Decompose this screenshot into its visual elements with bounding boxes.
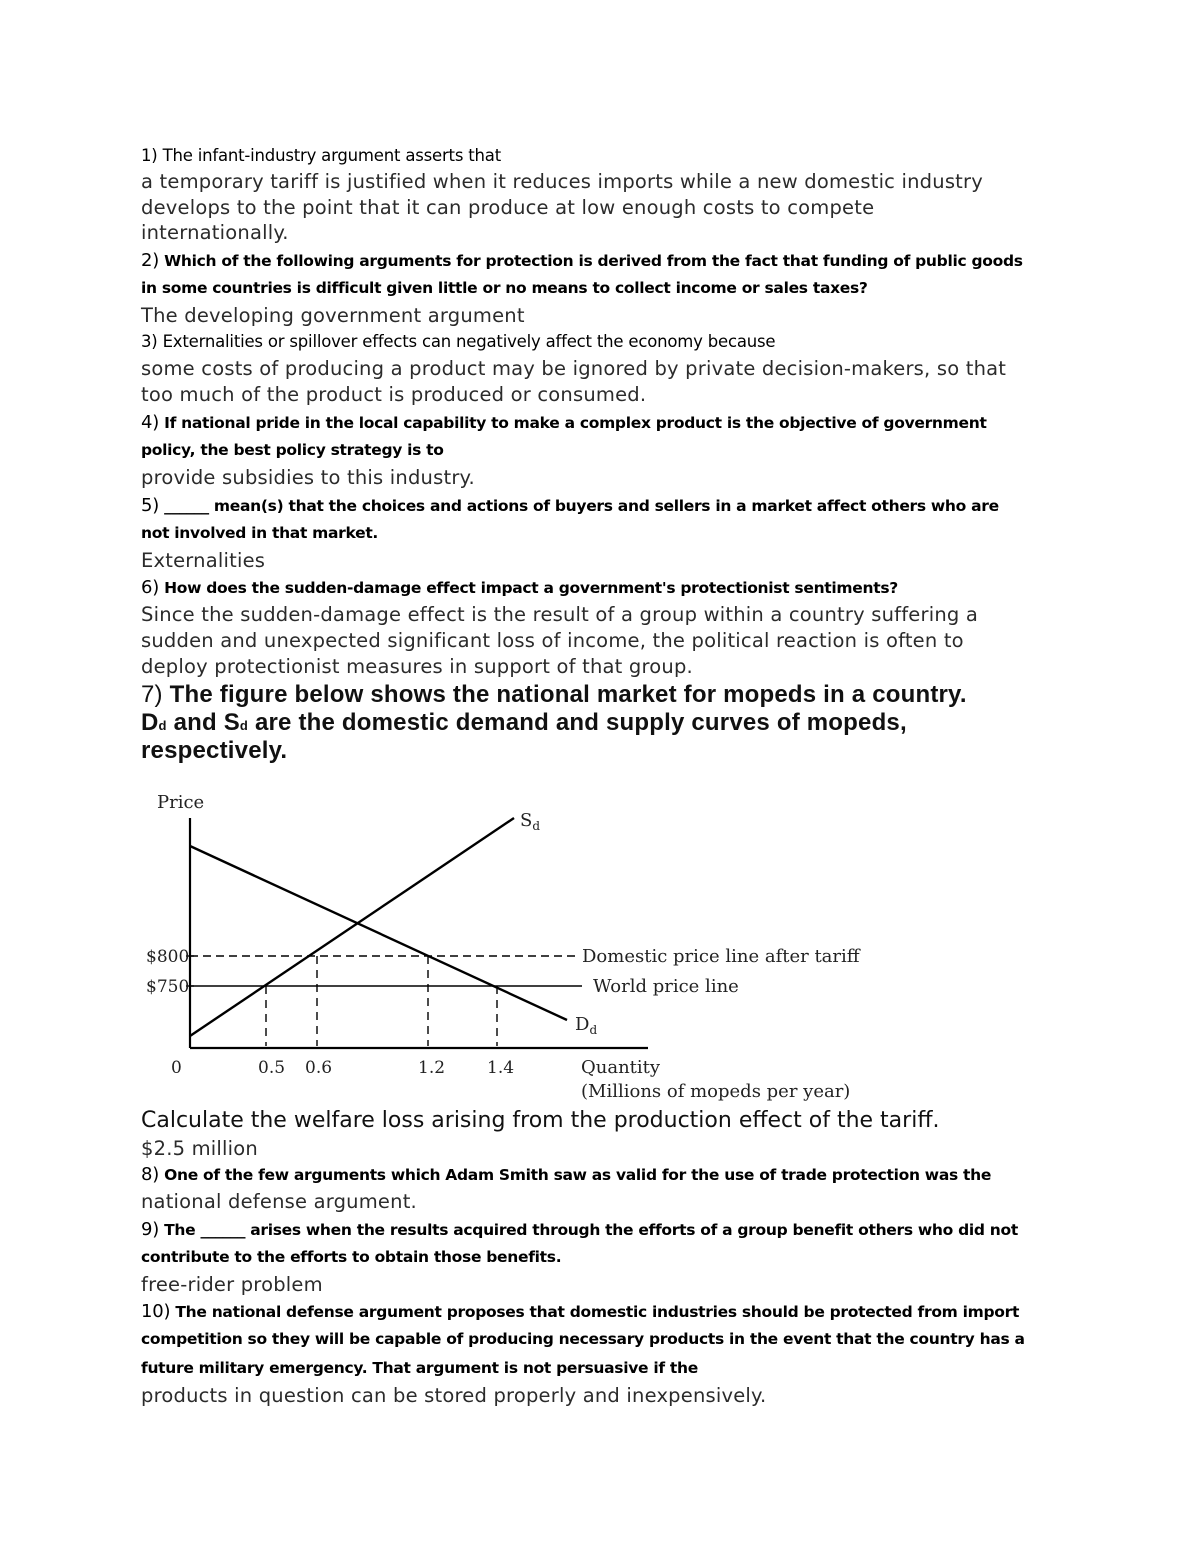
q7-question: Calculate the welfare loss arising from the production effect of the tariff.: [141, 1108, 940, 1133]
q4-number: 4): [141, 412, 160, 433]
q8-prompt-text: One of the few arguments which Adam Smith saw as valid for the use of trade protection was the: [164, 1166, 992, 1184]
q2-prompt-line: [141, 252, 1023, 270]
q10-prompt-line: competition so they will be capable of producing necessary products in the event that the country has a: [141, 1330, 1025, 1348]
demand-label: $D_d$: [575, 1014, 598, 1037]
q6-prompt-text: How does the sudden-damage effect impact a government's protectionist sentiments?: [164, 579, 898, 597]
q5-prompt-line: not involved in that market.: [141, 524, 379, 542]
q6-answer-line: deploy protectionist measures in support of that group.: [141, 655, 693, 678]
x-axis-unit: (Millions of mopeds per year): [581, 1081, 851, 1102]
x-tick-label: 0.6: [305, 1058, 333, 1078]
q4-answer: provide subsidies to this industry.: [141, 466, 475, 489]
q9-answer: free-rider problem: [141, 1273, 323, 1296]
y-tick-label: $800: [146, 947, 190, 967]
q6-answer-line: sudden and unexpected significant loss of income, the political reaction is often to: [141, 629, 964, 652]
demand-curve: [190, 846, 567, 1020]
q7-number: 7): [141, 681, 163, 708]
price-line-label: World price line: [593, 976, 739, 997]
q1-answer-line: internationally.: [141, 221, 289, 244]
q7-and-s: and S: [166, 709, 240, 736]
q4-prompt-line: [141, 414, 987, 432]
q7-answer: $2.5 million: [141, 1137, 258, 1160]
q8-prompt-line: [141, 1166, 991, 1184]
q7-s-subscript: d: [239, 718, 249, 733]
q3-answer-line: too much of the product is produced or consumed.: [141, 383, 647, 406]
x-tick-label: 1.2: [418, 1058, 446, 1078]
q2-prompt-text: Which of the following arguments for protection is derived from the fact that funding of public goods: [164, 252, 1023, 270]
q1-prompt: 1) The infant-industry argument asserts that: [141, 146, 501, 165]
q5-prompt-line: [141, 497, 999, 515]
q7-d-subscript: d: [158, 718, 167, 733]
q2-answer: The developing government argument: [141, 304, 525, 327]
y-tick-label: $750: [146, 977, 190, 997]
y-axis-label: Price: [157, 792, 205, 813]
q5-number: 5): [141, 495, 160, 516]
q8-number: 8): [141, 1164, 160, 1185]
q4-prompt-text: If national pride in the local capability to make a complex product is the objective of government: [164, 414, 987, 432]
q9-prompt-text: The ______ arises when the results acquired through the efforts of a group benefit others who did not: [164, 1221, 1018, 1239]
q7-prompt-line: respectively.: [141, 737, 288, 764]
q5-prompt-text: ______ mean(s) that the choices and actions of buyers and sellers in a market affect others who are: [164, 497, 999, 515]
q2-prompt-line: in some countries is difficult given little or no means to collect income or sales taxes?: [141, 279, 868, 297]
q9-prompt-line: [141, 1221, 1018, 1239]
supply-label: $S_d$: [520, 810, 541, 833]
x-tick-label: 1.4: [487, 1058, 515, 1078]
q4-prompt-line: policy, the best policy strategy is to: [141, 441, 444, 459]
q9-prompt-line: contribute to the efforts to obtain those benefits.: [141, 1248, 562, 1266]
q10-prompt-line: [141, 1303, 1019, 1321]
q1-answer-line: a temporary tariff is justified when it reduces imports while a new domestic industry: [141, 170, 983, 193]
q10-prompt-text: The national defense argument proposes that domestic industries should be protected from import: [175, 1303, 1020, 1321]
q2-number: 2): [141, 250, 160, 271]
q7-d-symbol: D: [141, 709, 159, 736]
origin-label: 0: [171, 1058, 182, 1078]
q5-answer: Externalities: [141, 549, 266, 572]
q9-number: 9): [141, 1219, 160, 1240]
q1-answer-line: develops to the point that it can produce at low enough costs to compete: [141, 196, 875, 219]
q7-prompt-line: [141, 711, 907, 735]
q10-prompt-line: future military emergency. That argument is not persuasive if the: [141, 1359, 698, 1377]
supply-curve: [190, 818, 514, 1036]
q7-prompt-rest: are the domestic demand and supply curves of mopeds,: [248, 709, 907, 736]
x-tick-label: 0.5: [258, 1058, 286, 1078]
x-axis-label: Quantity: [581, 1057, 661, 1078]
q6-number: 6): [141, 577, 160, 598]
q7-prompt-line: [141, 683, 967, 707]
price-line-label: Domestic price line after tariff: [582, 946, 860, 967]
q3-answer-line: some costs of producing a product may be ignored by private decision-makers, so that: [141, 357, 1007, 380]
q8-answer: national defense argument.: [141, 1190, 417, 1213]
q6-prompt-line: [141, 579, 898, 597]
moped-market-chart: [0, 780, 900, 1110]
q10-number: 10): [141, 1301, 171, 1322]
q10-answer: products in question can be stored properly and inexpensively.: [141, 1384, 767, 1407]
q3-prompt: 3) Externalities or spillover effects can negatively affect the economy because: [141, 332, 776, 351]
q7-prompt-text: The figure below shows the national market for mopeds in a country.: [169, 681, 967, 708]
q6-answer-line: Since the sudden-damage effect is the result of a group within a country suffering a: [141, 603, 979, 626]
